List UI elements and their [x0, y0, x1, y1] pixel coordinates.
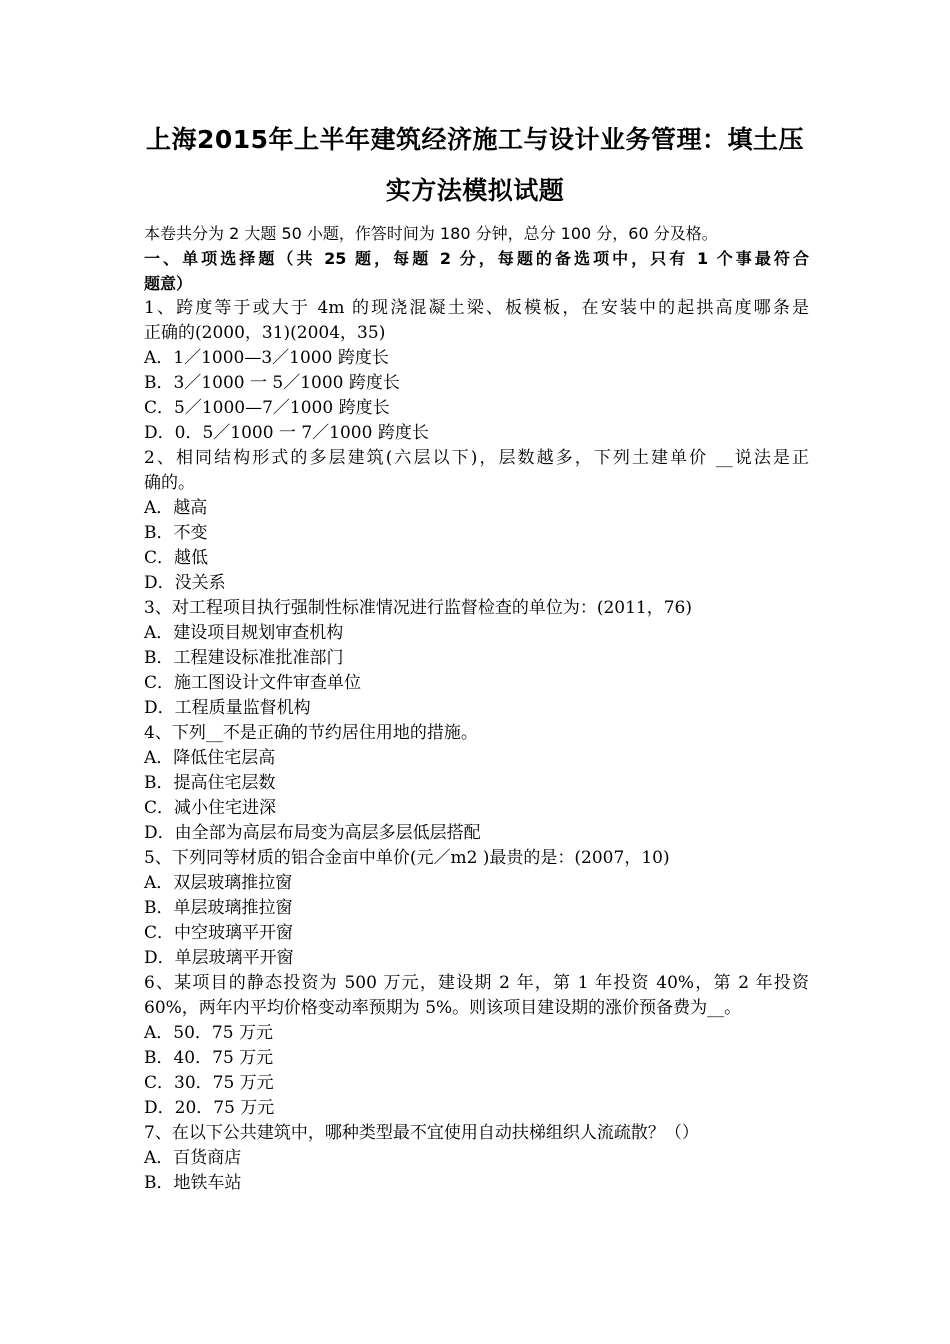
- question-1-option-d: D．0．5／1000 一 7／1000 跨度长: [144, 423, 429, 443]
- question-5-option-b: B．单层玻璃推拉窗: [144, 898, 293, 918]
- question-7-option-a: A．百货商店: [144, 1148, 242, 1168]
- question-4-option-c: C．减小住宅进深: [144, 798, 277, 818]
- question-1-option-b: B．3／1000 一 5／1000 跨度长: [144, 373, 400, 393]
- question-3-option-b: B．工程建设标准批准部门: [144, 648, 344, 668]
- question-6-line-2: 60%，两年内平均价格变动率预期为 5%。则该项目建设期的涨价预备费为__。: [144, 998, 742, 1018]
- question-2-option-c: C．越低: [144, 548, 209, 568]
- question-6-option-a: A．50．75 万元: [144, 1023, 273, 1043]
- question-1-option-a: A．1／1000—3／1000 跨度长: [144, 348, 389, 368]
- document-title-line-2: 实方法模拟试题: [385, 176, 565, 205]
- question-2-option-b: B．不变: [144, 523, 208, 543]
- document-body: [144, 221, 809, 1196]
- exam-intro: 本卷共分为 2 大题 50 小题，作答时间为 180 分钟，总分 100 分，60 分及格。: [144, 224, 718, 243]
- question-1-line-2: 正确的(2000，31)(2004，35): [144, 323, 386, 343]
- question-5-option-c: C．中空玻璃平开窗: [144, 923, 294, 943]
- question-7: 7、在以下公共建筑中，哪种类型最不宜使用自动扶梯组织人流疏散？（）: [144, 1123, 699, 1143]
- question-4-option-b: B．提高住宅层数: [144, 773, 276, 793]
- question-5: 5、下列同等材质的铝合金亩中单价(元／m2 )最贵的是：(2007，10): [144, 848, 670, 868]
- question-2-line-2: 确的。: [144, 473, 195, 493]
- question-3: 3、对工程项目执行强制性标准情况进行监督检查的单位为：(2011，76): [144, 598, 692, 618]
- question-2-option-a: A．越高: [144, 498, 208, 518]
- question-5-option-a: A．双层玻璃推拉窗: [144, 873, 293, 893]
- question-2-line-1: 2、相同结构形式的多层建筑(六层以下)，层数越多，下列土建单价 __说法是正: [144, 448, 809, 468]
- question-6-option-d: D．20．75 万元: [144, 1098, 275, 1118]
- question-4-option-d: D．由全部为高层布局变为高层多层低层搭配: [144, 823, 481, 843]
- question-3-option-a: A．建设项目规划审查机构: [144, 623, 344, 643]
- question-5-option-d: D．单层玻璃平开窗: [144, 948, 294, 968]
- question-6-option-b: B．40．75 万元: [144, 1048, 274, 1068]
- document-title-line-1: 上海2015年上半年建筑经济施工与设计业务管理：填土压: [145, 125, 805, 154]
- question-2-option-d: D．没关系: [144, 573, 226, 593]
- question-4: 4、下列__不是正确的节约居住用地的措施。: [144, 723, 478, 743]
- question-7-option-b: B．地铁车站: [144, 1173, 242, 1193]
- question-4-option-a: A．降低住宅层高: [144, 748, 276, 768]
- question-1-line-1: 1、跨度等于或大于 4m 的现浇混凝土梁、板模板，在安装中的起拱高度哪条是: [144, 298, 809, 318]
- question-3-option-c: C．施工图设计文件审查单位: [144, 673, 362, 693]
- question-1-option-c: C．5／1000—7／1000 跨度长: [144, 398, 390, 418]
- section-heading-line-1: 一、单项选择题（共 25 题，每题 2 分，每题的备选项中，只有 1 个事最符合: [144, 249, 809, 268]
- section-heading-line-2: 题意）: [144, 274, 193, 293]
- question-3-option-d: D．工程质量监督机构: [144, 698, 311, 718]
- question-6-line-1: 6、某项目的静态投资为 500 万元，建设期 2 年，第 1 年投资 40%，第 2 年投资: [144, 973, 809, 993]
- question-6-option-c: C．30．75 万元: [144, 1073, 274, 1093]
